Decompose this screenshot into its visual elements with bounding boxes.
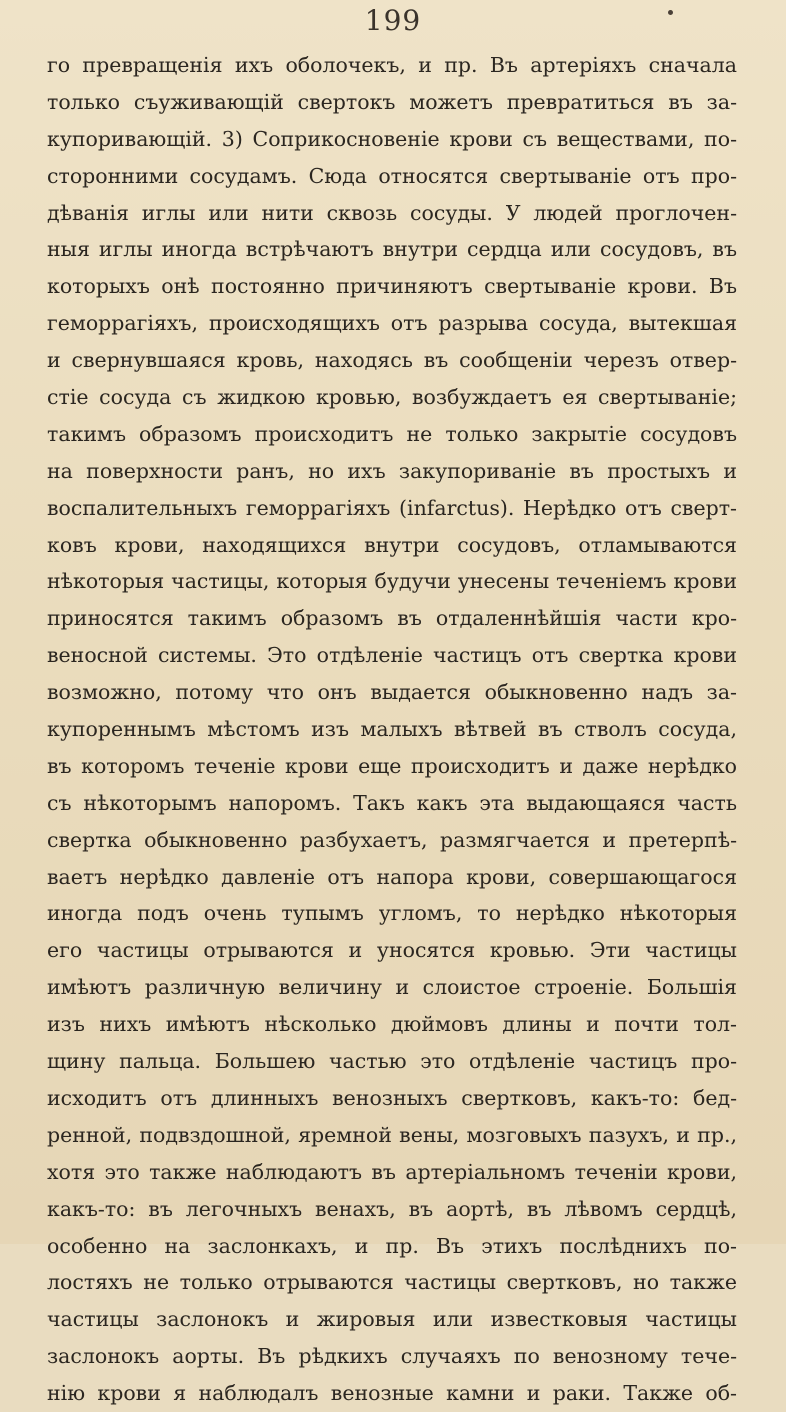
text-line: воспалительныхъ геморрагіяхъ (infarctus). Нерѣдко отъ сверт-: [47, 495, 737, 520]
text-line: только съуживающій свертокъ можетъ превратиться въ за-: [47, 89, 737, 114]
text-line: дѣванія иглы или нити сквозь сосуды. У людей проглочен-: [47, 200, 737, 225]
text-line: хотя это также наблюдаютъ въ артеріальномъ теченіи крови,: [47, 1159, 737, 1184]
text-line: веносной системы. Это отдѣленіе частицъ отъ свертка крови: [47, 643, 737, 668]
text-line: возможно, потому что онъ выдается обыкновенно надъ за-: [47, 680, 737, 705]
text-line: и свернувшаяся кровь, находясь въ сообщеніи черезъ отвер-: [47, 348, 737, 373]
text-line: иногда подъ очень тупымъ угломъ, то нерѣдко нѣкоторыя: [47, 901, 737, 926]
text-line: нѣкоторыя частицы, которыя будучи унесены теченіемъ крови: [47, 569, 737, 594]
text-line: ковъ крови, находящихся внутри сосудовъ, отламываются: [47, 532, 737, 557]
text-line: ныя иглы иногда встрѣчаютъ внутри сердца или сосудовъ, въ: [47, 237, 737, 262]
text-line: го превращенія ихъ оболочекъ, и пр. Въ артеріяхъ сначала: [47, 53, 737, 77]
text-line: геморрагіяхъ, происходящихъ отъ разрыва сосуда, вытекшая: [47, 311, 737, 336]
text-line: нію крови я наблюдалъ венозные камни и раки. Также об-: [47, 1381, 737, 1406]
text-line: изъ нихъ имѣютъ нѣсколько дюймовъ длины и почти тол-: [47, 1012, 737, 1037]
text-line: свертка обыкновенно разбухаетъ, размягчается и претерпѣ-: [47, 827, 737, 852]
text-line: заслонокъ аорты. Въ рѣдкихъ случаяхъ по венозному тече-: [47, 1344, 737, 1369]
text-line: на поверхности ранъ, но ихъ закупориваніе въ простыхъ и: [47, 458, 737, 483]
text-line: какъ-то: въ легочныхъ венахъ, въ аортѣ, въ лѣвомъ сердцѣ,: [47, 1196, 737, 1221]
text-line: купореннымъ мѣстомъ изъ малыхъ вѣтвей въ стволъ сосуда,: [47, 717, 737, 742]
text-line: исходитъ отъ длинныхъ венозныхъ свертковъ, какъ-то: бед-: [47, 1085, 737, 1110]
text-line: частицы заслонокъ и жировыя или известковыя частицы: [47, 1307, 737, 1332]
text-line: приносятся такимъ образомъ въ отдаленнѣйшія части кро-: [47, 606, 737, 631]
text-line: съ нѣкоторымъ напоромъ. Такъ какъ эта выдающаяся часть: [47, 790, 737, 815]
text-line: имѣютъ различную величину и слоистое строеніе. Большія: [47, 975, 737, 1000]
text-line: особенно на заслонкахъ, и пр. Въ этихъ послѣднихъ по-: [47, 1233, 737, 1258]
text-line: которыхъ онѣ постоянно причиняютъ свертываніе крови. Въ: [47, 274, 737, 299]
body-text: [47, 47, 737, 1412]
page-number: 199: [364, 4, 422, 37]
text-line: ваетъ нерѣдко давленіе отъ напора крови, совершающагося: [47, 864, 737, 889]
text-line: такимъ образомъ происходитъ не только закрытіе сосудовъ: [47, 421, 737, 446]
text-line: его частицы отрываются и уносятся кровью. Эти частицы: [47, 938, 737, 963]
text-line: въ которомъ теченіе крови еще происходитъ и даже нерѣдко: [47, 753, 737, 778]
text-line: купоривающій. 3) Соприкосновеніе крови съ веществами, по-: [47, 126, 737, 151]
text-line: лостяхъ не только отрываются частицы свертковъ, но также: [47, 1270, 737, 1295]
text-line: ренной, подвздошной, яремной вены, мозговыхъ пазухъ, и пр.,: [47, 1122, 737, 1147]
ink-speck: [668, 10, 673, 15]
text-line: щину пальца. Большею частью это отдѣленіе частицъ про-: [47, 1049, 737, 1074]
text-line: сторонними сосудамъ. Сюда относятся свертываніе отъ про-: [47, 163, 737, 188]
text-line: стіе сосуда съ жидкою кровью, возбуждаетъ ея свертываніе;: [47, 385, 737, 410]
